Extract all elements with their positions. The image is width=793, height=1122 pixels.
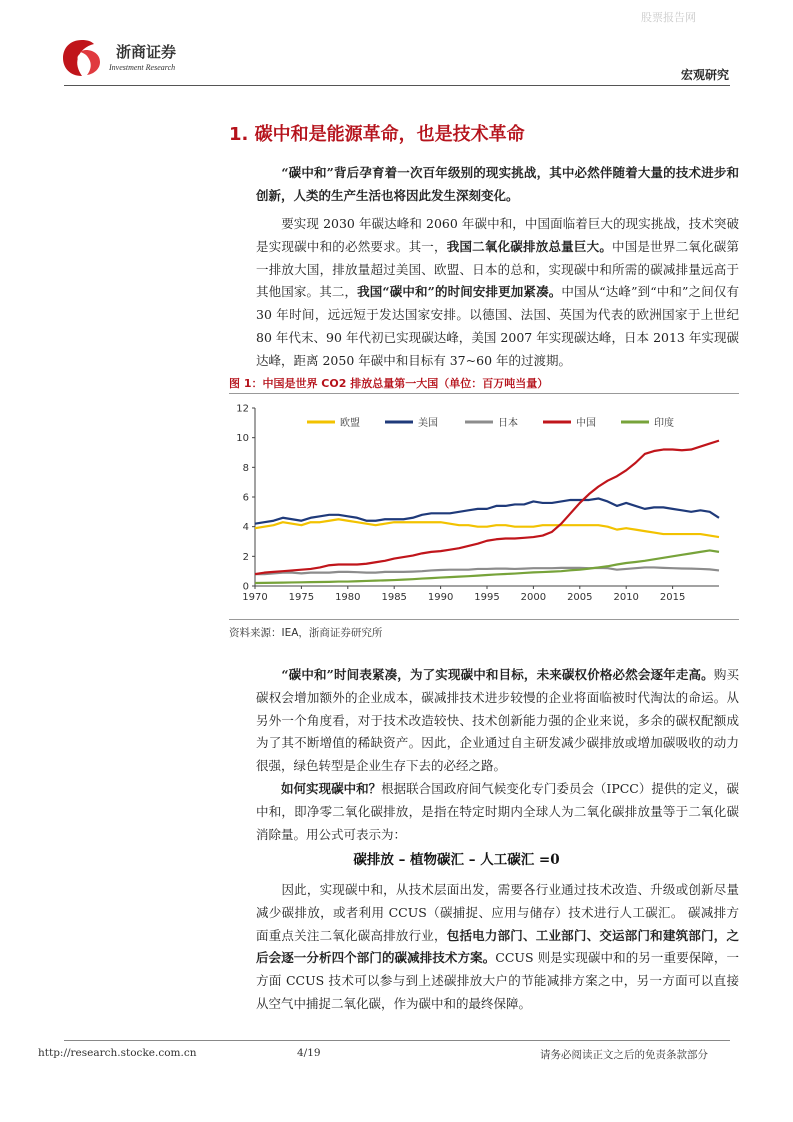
x-tick-label: 1985 xyxy=(381,592,407,603)
series-line-欧盟 xyxy=(255,519,719,537)
text-run: 因此，实现碳中和，从技术层面出发，需要各行业通过技术改造、升级或创新尽量减少碳排放，或者利用 CCUS（碳捕捉、应用与储存）技术进行人工碳汇。 碳减排方面重点关注二氧化碳高排放行业， xyxy=(256,882,739,943)
co2-emissions-chart xyxy=(229,396,739,616)
formula: 碳排放 – 植物碳汇 – 人工碳汇 =0 xyxy=(353,852,560,868)
text-run: 要实现 2030 年碳达峰和 2060 年碳中和，中国面临着巨大的现实挑战，技术突破是实现碳中和的必然要求。其一， xyxy=(256,216,739,254)
section-title: 1. 碳中和是能源革命，也是技术革命 xyxy=(229,124,525,145)
legend-label: 印度 xyxy=(654,418,674,429)
legend-label: 日本 xyxy=(498,418,518,429)
x-tick-label: 2015 xyxy=(659,592,686,603)
x-tick-label: 1975 xyxy=(288,592,315,603)
x-tick-label: 2000 xyxy=(520,592,547,603)
x-tick-label: 1980 xyxy=(335,592,361,603)
x-tick-label: 1995 xyxy=(474,592,500,603)
footer-disclaimer: 请务必阅读正文之后的免责条款部分 xyxy=(540,1049,708,1061)
text-run: 如何实现碳中和？ xyxy=(281,781,382,796)
text-run: CCUS 则是实现碳中和的另一重要保障，一方面 CCUS 技术可以参与到上述碳排放大户的节能减排方案之中，另一方面可以直接从空气中捕捉二氧化碳，作为碳中和的最终保障。 xyxy=(256,950,739,1011)
y-tick-label: 4 xyxy=(242,522,249,534)
legend-label: 中国 xyxy=(576,418,596,429)
text-run: 中国是世界二氧化碳第一排放大国，排放量超过美国、欧盟、日本的总和，实现碳中和所需的碳减排量远高于其他国家。其二， xyxy=(256,238,739,300)
text-run: 我国“碳中和”的时间安排更加紧凑。 xyxy=(357,284,562,300)
company-name: 浙商证券 xyxy=(116,43,177,61)
text-run: 购买碳权会增加额外的企业成本，碳减排技术进步较慢的企业将面临被时代淘汰的命运。从另外一个角度看，对于技术改造较快、技术创新能力强的企业来说，多余的碳权配额成为了其不断增值的稀缺资产。因此，企业通过自主研发减少碳排放或增加碳吸收的动力很强，绿色转型是企业生存下去的必经之路。 xyxy=(256,667,739,774)
y-tick-label: 0 xyxy=(242,581,249,593)
text-run: 我国二氧化碳排放总量巨大。 xyxy=(446,238,613,254)
x-tick-label: 2005 xyxy=(567,592,593,603)
x-tick-label: 2010 xyxy=(613,592,639,603)
y-tick-label: 8 xyxy=(242,462,249,474)
legend-label: 美国 xyxy=(418,418,438,429)
footer-url[interactable]: http://research.stocke.com.cn xyxy=(38,1047,197,1059)
x-tick-label: 1990 xyxy=(427,592,454,603)
series-line-美国 xyxy=(255,498,719,523)
paragraph-2 xyxy=(256,664,739,778)
company-logo-icon xyxy=(60,38,104,78)
report-type: 宏观研究 xyxy=(680,68,729,82)
y-tick-label: 10 xyxy=(236,433,249,445)
figure-bottom-rule xyxy=(229,619,739,620)
x-tick-label: 1970 xyxy=(242,592,268,603)
footer-divider xyxy=(64,1040,730,1041)
figure-source: 资料来源：IEA，浙商证券研究所 xyxy=(229,627,383,639)
y-tick-label: 6 xyxy=(242,492,249,504)
text-run: 中国从“达峰”到“中和”之间仅有 30 年时间，远远短于发达国家安排。以德国、法国、英国为代表的欧洲国家于上世纪 80 年代末、90 年代初已实现碳达峰，美国 2007 年实现碳达峰，日本 2013 年实现碳达峰，距离 2050 年碳中和目标有 37~60 年的过渡期。 xyxy=(256,284,739,368)
text-run: 包括电力部门、工业部门、交运部门和建筑部门，之后会逐一分析四个部门的碳减排技术方案。 xyxy=(256,927,739,966)
y-tick-label: 2 xyxy=(242,551,249,563)
paragraph-3 xyxy=(256,778,739,846)
series-line-日本 xyxy=(255,567,719,574)
header-divider xyxy=(64,85,730,86)
legend-label: 欧盟 xyxy=(340,418,360,429)
text-run: “碳中和”时间表紧凑，为了实现碳中和目标，未来碳权价格必然会逐年走高。 xyxy=(281,667,714,682)
figure-top-rule xyxy=(229,393,739,394)
paragraph-1 xyxy=(256,213,739,373)
lead-paragraph: “碳中和”背后孕育着一次百年级别的现实挑战，其中必然伴随着大量的技术进步和创新，人类的生产生活也将因此发生深刻变化。 xyxy=(256,165,739,203)
watermark: 股票报告网 xyxy=(641,11,696,24)
text-run: 根据联合国政府间气候变化专门委员会（IPCC）提供的定义，碳中和，即净零二氧化碳排放，是指在特定时期内全球人为二氧化碳排放量等于二氧化碳消除量。用公式可表示为： xyxy=(256,781,739,842)
paragraph-4 xyxy=(256,879,739,1016)
y-tick-label: 12 xyxy=(236,403,249,415)
company-subtitle: Investment Research xyxy=(109,63,176,72)
page-number: 4/19 xyxy=(297,1047,321,1059)
figure-title: 图 1：中国是世界 CO2 排放总量第一大国（单位：百万吨当量） xyxy=(229,377,549,390)
